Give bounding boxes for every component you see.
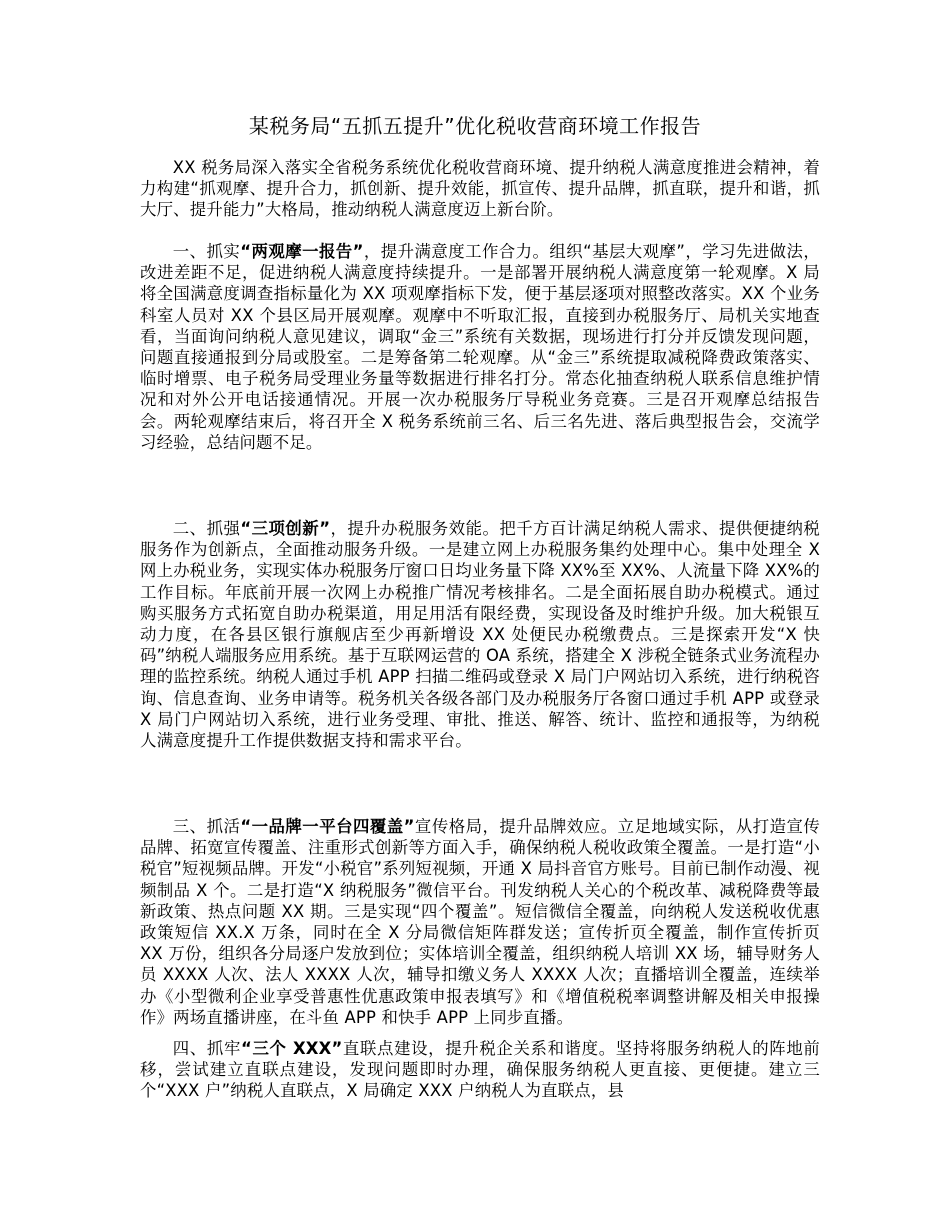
section-body: 直联点建设，提升税企关系和谐度。坚持将服务纳税人的阵地前移，尝试建立直联点建设，发现问题即时办理，确保服务纳税人更直接、更便捷。建立三个“XXX 户”纳税人直联点，X 局确定 XXX 户纳税人为直联点，县 [140, 1039, 820, 1101]
section-paragraph-2 [140, 518, 820, 751]
section-lead: 一、抓实 [172, 242, 241, 261]
section-paragraph-4 [140, 1038, 820, 1102]
section-highlight: “一品牌一平台四覆盖” [240, 817, 415, 836]
section-highlight: “两观摩一报告” [240, 242, 364, 261]
section-body: ，提升办税服务效能。把千方百计满足纳税人需求、提供便捷纳税服务作为创新点，全面推动服务升级。一是建立网上办税服务集约处理中心。集中处理全 X 网上办税业务，实现实体办税服务厅窗口日均业务量下降 XX%至 XX%、人流量下降 XX%的工作目标。年底前开展一次网上办税推广情况考核排名。二是全面拓展自助办税模式。通过购买服务方式拓宽自助办税渠道，用足用活有限经费，实现设备及时维护升级。加大税银互动力度，在各县区银行旗舰店至少再新增设 XX 处便民办税缴费点。三是探索开发“X 快码”纳税人端服务应用系统。基于互联网运营的 OA 系统，搭建全 X 涉税全链条式业务流程办理的监控系统。纳税人通过手机 APP 扫描二维码或登录 X 局门户网站切入系统，进行纳税咨询、信息查询、业务申请等。税务机关各级各部门及办税服务厅各窗口通过手机 APP 或登录 X 局门户网站切入系统，进行业务受理、审批、推送、解答、统计、监控和通报等，为纳税人满意度提升工作提供数据支持和需求平台。 [140, 519, 820, 751]
section-lead: 三、抓活 [172, 817, 241, 836]
section-paragraph-1 [140, 241, 820, 453]
section-lead: 四、抓牢 [172, 1039, 242, 1058]
section-body: 宣传格局，提升品牌效应。立足地域实际，从打造宣传品牌、拓宽宣传覆盖、注重形式创新等方面入手，确保纳税人税收政策全覆盖。一是打造“小税官”短视频品牌。开发“小税官”系列短视频，开通 X 局抖音官方账号。目前已制作动漫、视频制品 X 个。二是打造“X 纳税服务”微信平台。刊发纳税人关心的个税改革、减税降费等最新政策、热点问题 XX 期。三是实现“四个覆盖”。短信微信全覆盖，向纳税人发送税收优惠政策短信 XX.X 万条，同时在全 X 分局微信矩阵群发送；宣传折页全覆盖，制作宣传折页 XX 万份，组织各分局逐户发放到位；实体培训全覆盖，组织纳税人培训 XX 场，辅导财务人员 XXXX 人次、法人 XXXX 人次，辅导扣缴义务人 XXXX 人次；直播培训全覆盖，连续举办《小型微利企业享受普惠性优惠政策申报表填写》和《增值税税率调整讲解及相关申报操作》两场直播讲座，在斗鱼 APP 和快手 APP 上同步直播。 [140, 817, 820, 1027]
document-title: 某税务局“五抓五提升”优化税收营商环境工作报告 [248, 114, 702, 138]
section-paragraph-3 [140, 816, 820, 1028]
section-body: ，提升满意度工作合力。组织“基层大观摩”，学习先进做法，改进差距不足，促进纳税人满意度持续提升。一是部署开展纳税人满意度第一轮观摩。X 局将全国满意度调查指标量化为 XX 项观摩指标下发，便于基层逐项对照整改落实。XX 个业务科室人员对 XX 个县区局开展观摩。观摩中不听取汇报，直接到办税服务厅、局机关实地查看，当面询问纳税人意见建议，调取“金三”系统有关数据，现场进行打分并反馈发现问题，问题直接通报到分局或股室。二是筹备第二轮观摩。从“金三”系统提取减税降费政策落实、临时增票、电子税务局受理业务量等数据进行排名打分。常态化抽查纳税人联系信息维护情况和对外公开电话接通情况。开展一次办税服务厅导税业务竞赛。三是召开观摩总结报告会。两轮观摩结束后，将召开全 X 税务系统前三名、后三名先进、落后典型报告会，交流学习经验，总结问题不足。 [140, 242, 820, 452]
section-highlight: “三项创新” [240, 519, 331, 538]
section-highlight: “三个 XXX” [241, 1039, 343, 1058]
intro-paragraph: XX 税务局深入落实全省税务系统优化税收营商环境、提升纳税人满意度推进会精神，着力构建“抓观摩、提升合力，抓创新、提升效能，抓宣传、提升品牌，抓直联，提升和谐，抓大厅、提升能力”大格局，推动纳税人满意度迈上新台阶。 [140, 158, 820, 220]
section-lead: 二、抓强 [172, 519, 241, 538]
